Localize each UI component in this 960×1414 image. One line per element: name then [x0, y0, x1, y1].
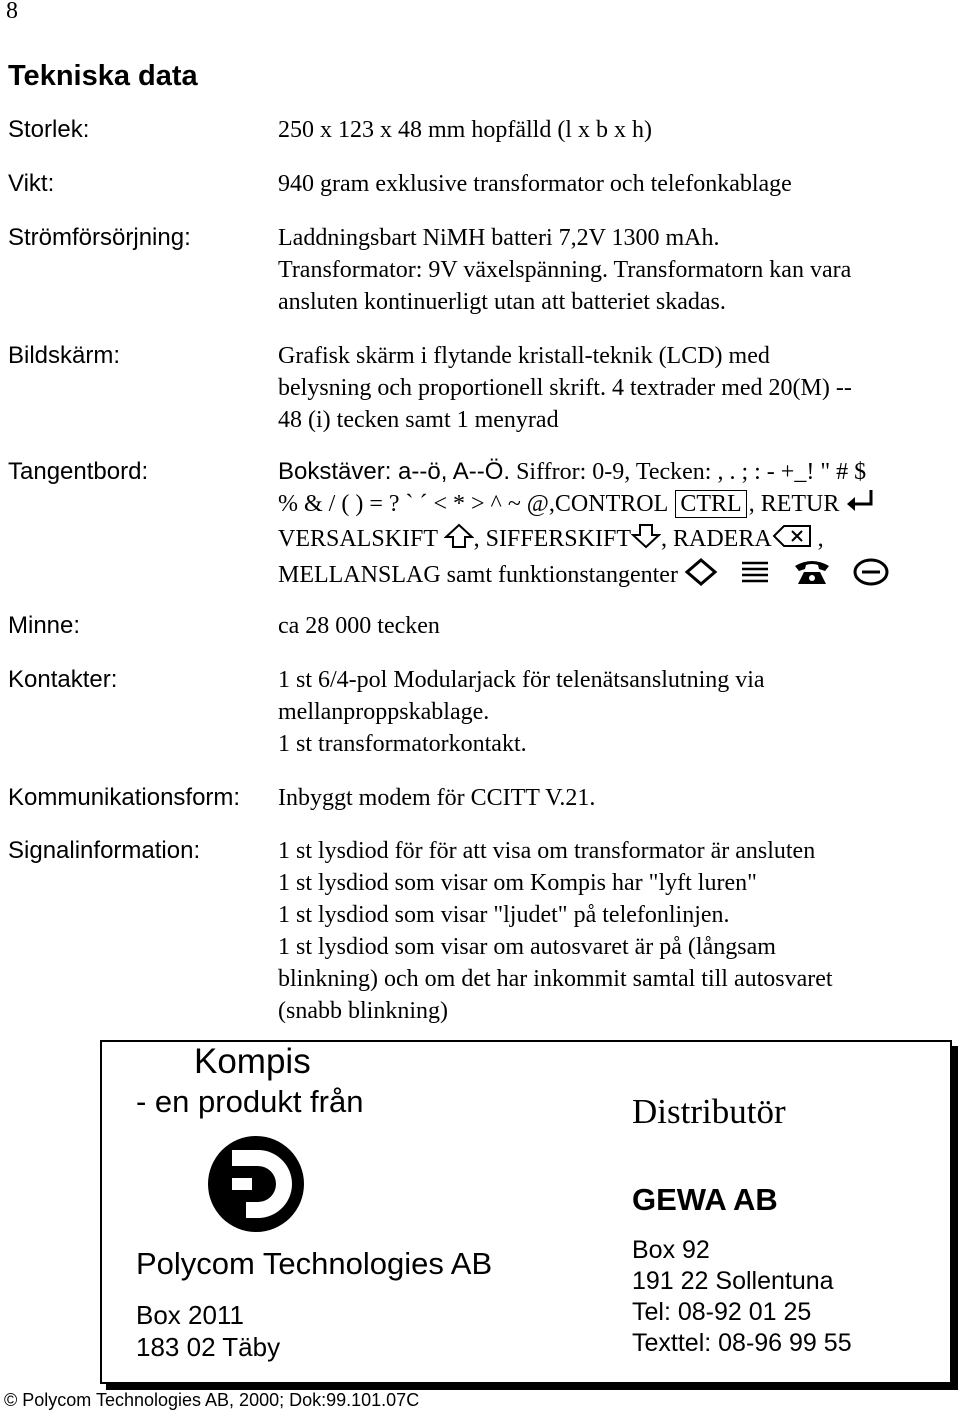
- ctrl-key-label: CTRL: [675, 490, 746, 518]
- distributor-address-line: 191 22 Sollentuna: [632, 1267, 834, 1295]
- spec-line: ansluten kontinuerligt utan att batteriet skadas.: [278, 289, 726, 315]
- spec-label-signal: Signalinformation:: [8, 837, 201, 864]
- distributor-name: GEWA AB: [632, 1182, 778, 1217]
- spec-line: Inbyggt modem för CCITT V.21.: [278, 785, 596, 811]
- spec-value-storlek: [278, 114, 652, 146]
- return-arrow-icon: [845, 488, 875, 523]
- keyboard-line-1: [278, 456, 890, 488]
- keyboard-line-3: [278, 523, 890, 558]
- distributor-phone: Tel: 08-92 01 25: [632, 1298, 812, 1326]
- diamond-icon: [684, 558, 718, 595]
- versalskift-text: VERSALSKIFT: [278, 526, 438, 553]
- spec-line: 940 gram exklusive transformator och telefonkablage: [278, 171, 792, 197]
- sifferskift-text: , SIFFERSKIFT: [473, 526, 631, 553]
- menu-lines-icon: [738, 558, 772, 595]
- spec-value-bildskarm: [278, 340, 852, 436]
- spec-line: Grafisk skärm i flytande kristall-teknik (LCD) med: [278, 343, 770, 369]
- company-address-line: Box 2011: [136, 1300, 244, 1330]
- product-subtitle: - en produkt från: [136, 1084, 364, 1119]
- spec-value-signal: [278, 835, 833, 1027]
- polycom-logo-icon: [206, 1134, 306, 1239]
- letters-text: Bokstäver: a--ö, A--Ö.: [278, 458, 511, 485]
- company-name: Polycom Technologies AB: [136, 1246, 493, 1281]
- distributor-textphone: Texttel: 08-96 99 55: [632, 1329, 852, 1357]
- mellanslag-text: MELLANSLAG samt funktionstangenter: [278, 562, 678, 589]
- page-title: Tekniska data: [8, 60, 198, 92]
- spec-label-kontakter: Kontakter:: [8, 666, 118, 693]
- page-number: 8: [6, 0, 18, 24]
- spec-value-kommunikation: [278, 782, 595, 814]
- distributor-address-line: Box 92: [632, 1236, 710, 1264]
- spec-line: (snabb blinkning): [278, 998, 448, 1024]
- spec-value-vikt: [278, 168, 792, 200]
- shift-up-arrow-icon: [444, 523, 474, 558]
- retur-text: , RETUR: [748, 491, 840, 518]
- spec-line: 1 st lysdiod för för att visa om transformator är ansluten: [278, 838, 816, 864]
- radera-text: , RADERA: [660, 526, 772, 553]
- spec-label-minne: Minne:: [8, 612, 81, 639]
- minus-circle-icon: [852, 558, 890, 595]
- spec-line: 1 st lysdiod som visar om Kompis har "lyft luren": [278, 870, 757, 896]
- spec-line: 250 x 123 x 48 mm hopfälld (l x b x h): [278, 117, 652, 143]
- spec-line: 1 st lysdiod som visar om autosvaret är på (långsam: [278, 934, 776, 960]
- spec-line: belysning och proportionell skrift. 4 textrader med 20(M) --: [278, 375, 852, 401]
- shift-down-arrow-icon: [631, 523, 661, 558]
- spec-value-minne: [278, 610, 440, 642]
- spec-line: mellanproppskablage.: [278, 699, 490, 725]
- distributor-title: Distributör: [632, 1092, 786, 1131]
- digits-text: Siffror: 0-9, Tecken: , . ; : - +_! " # $: [510, 459, 867, 485]
- spec-label-tangentbord: Tangentbord:: [8, 458, 149, 485]
- comma-text: ,: [811, 526, 824, 553]
- spec-line: Transformator: 9V växelspänning. Transformatorn kan vara: [278, 257, 852, 283]
- keyboard-line-4: [278, 558, 890, 595]
- spec-label-kommunikation: Kommunikationsform:: [8, 784, 241, 811]
- telephone-icon: [792, 558, 832, 595]
- spec-line: Laddningsbart NiMH batteri 7,2V 1300 mAh.: [278, 225, 720, 251]
- spec-label-storlek: Storlek:: [8, 116, 90, 143]
- spec-line: 1 st lysdiod som visar "ljudet" på telefonlinjen.: [278, 902, 730, 928]
- product-title: Kompis: [194, 1042, 311, 1081]
- spec-line: ca 28 000 tecken: [278, 613, 440, 639]
- spec-line: 48 (i) tecken samt 1 menyrad: [278, 407, 559, 433]
- spec-value-strom: [278, 222, 851, 318]
- spec-line: 1 st 6/4-pol Modularjack för telenätsanslutning via: [278, 667, 765, 693]
- spec-label-strom: Strömförsörjning:: [8, 224, 191, 251]
- company-address-line: 183 02 Täby: [136, 1332, 281, 1362]
- spec-value-tangentbord: [278, 456, 890, 595]
- keyboard-line-2: [278, 488, 890, 523]
- footer-copyright: © Polycom Technologies AB, 2000; Dok:99.101.07C: [4, 1390, 420, 1410]
- chars-text: % & / ( ) = ? ` ´ < * > ^ ~ @,CONTROL: [278, 491, 668, 518]
- product-info-box: [100, 1040, 952, 1384]
- spec-line: 1 st transformatorkontakt.: [278, 731, 527, 757]
- spec-label-vikt: Vikt:: [8, 170, 55, 197]
- spec-label-bildskarm: Bildskärm:: [8, 342, 121, 369]
- backspace-icon: [772, 523, 812, 558]
- spec-value-kontakter: [278, 664, 765, 760]
- spec-line: blinkning) och om det har inkommit samtal till autosvaret: [278, 966, 833, 992]
